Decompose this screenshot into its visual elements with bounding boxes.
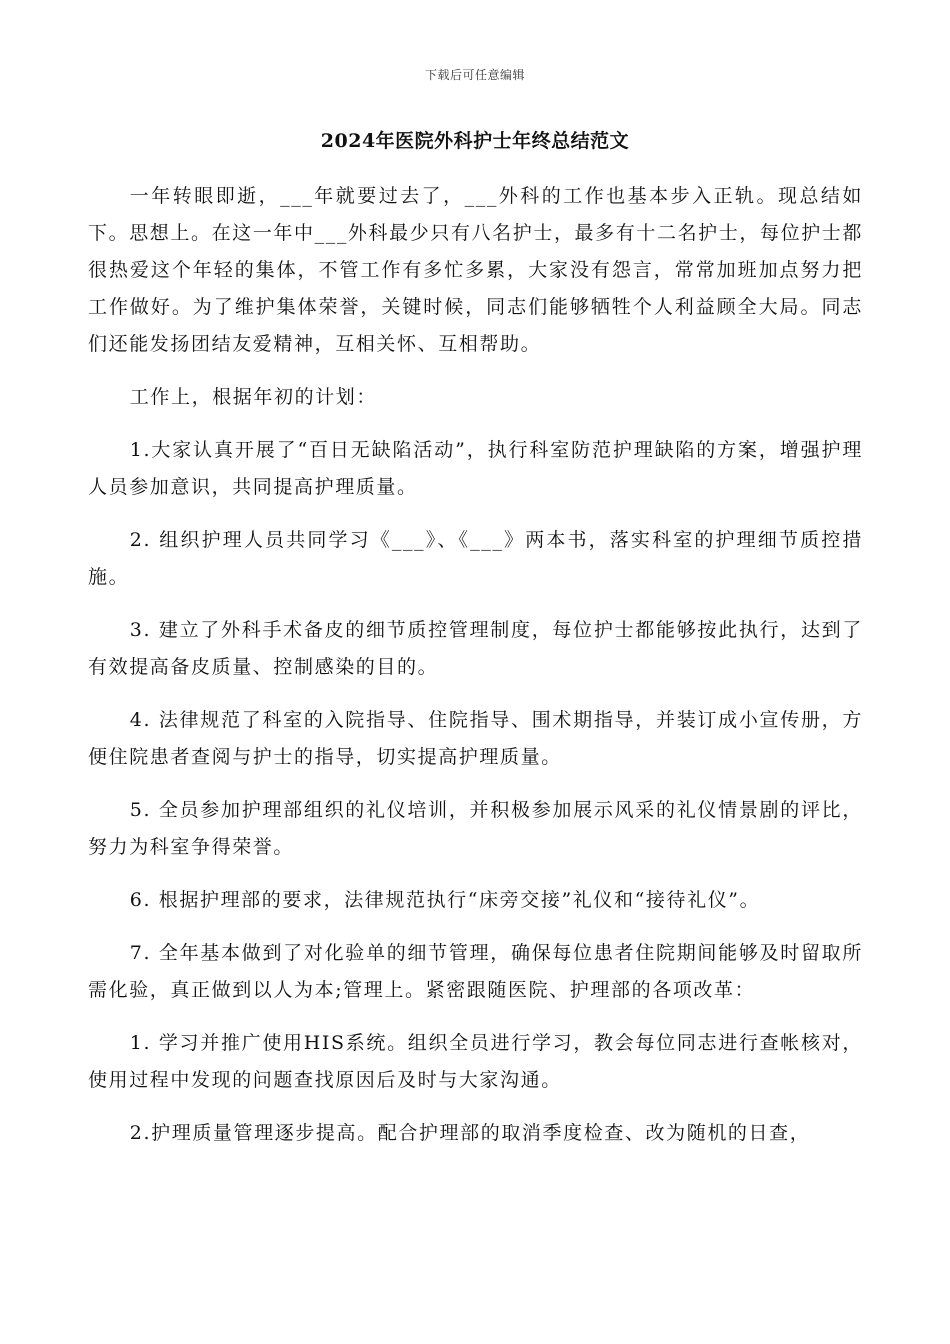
paragraph-item-1: 1.大家认真开展了“百日无缺陷活动”，执行科室防范护理缺陷的方案，增强护理人员参加意识，共同提高护理质量。 [88, 439, 863, 498]
paragraph-item-5: 5. 全员参加护理部组织的礼仪培训，并积极参加展示风采的礼仪情景剧的评比，努力为科室争得荣誉。 [88, 799, 863, 858]
document-title: 2024年医院外科护士年终总结范文 [320, 130, 630, 152]
paragraph-intro: 一年转眼即逝，___年就要过去了，___外科的工作也基本步入正轨。现总结如下。思想上。在这一年中___外科最少只有八名护士，最多有十二名护士，每位护士都很热爱这个年轻的集体，不管工作有多忙多累，大家没有怨言，常常加班加点努力把工作做好。为了维护集体荣誉，关键时候，同志们能够牺牲个人利益顾全大局。同志们还能发扬团结友爱精神，互相关怀、互相帮助。 [88, 185, 863, 355]
paragraph-work-plan: 工作上，根据年初的计划： [129, 386, 377, 408]
paragraph-item-2: 2. 组织护理人员共同学习《___》、《___》两本书，落实科室的护理细节质控措施。 [88, 529, 863, 588]
paragraph-item-4: 4. 法律规范了科室的入院指导、住院指导、围术期指导，并装订成小宣传册，方便住院患者查阅与护士的指导，切实提高护理质量。 [88, 709, 863, 768]
document-body [88, 178, 863, 1152]
paragraph-item-6: 6. 根据护理部的要求，法律规范执行“床旁交接”礼仪和“接待礼仪”。 [129, 889, 761, 911]
paragraph-item-3: 3. 建立了外科手术备皮的细节质控管理制度，每位护士都能够按此执行，达到了有效提高备皮质量、控制感染的目的。 [88, 619, 863, 678]
paragraph-management-2: 2.护理质量管理逐步提高。配合护理部的取消季度检查、改为随机的日查， [129, 1122, 811, 1144]
paragraph-management-1: 1. 学习并推广使用HIS系统。组织全员进行学习，教会每位同志进行查帐核对，使用过程中发现的问题查找原因后及时与大家沟通。 [88, 1032, 863, 1091]
paragraph-item-7: 7. 全年基本做到了对化验单的细节管理，确保每位患者住院期间能够及时留取所需化验，真正做到以人为本;管理上。紧密跟随医院、护理部的各项改革： [88, 942, 863, 1001]
header-note: 下载后可任意编辑 [424, 68, 525, 82]
